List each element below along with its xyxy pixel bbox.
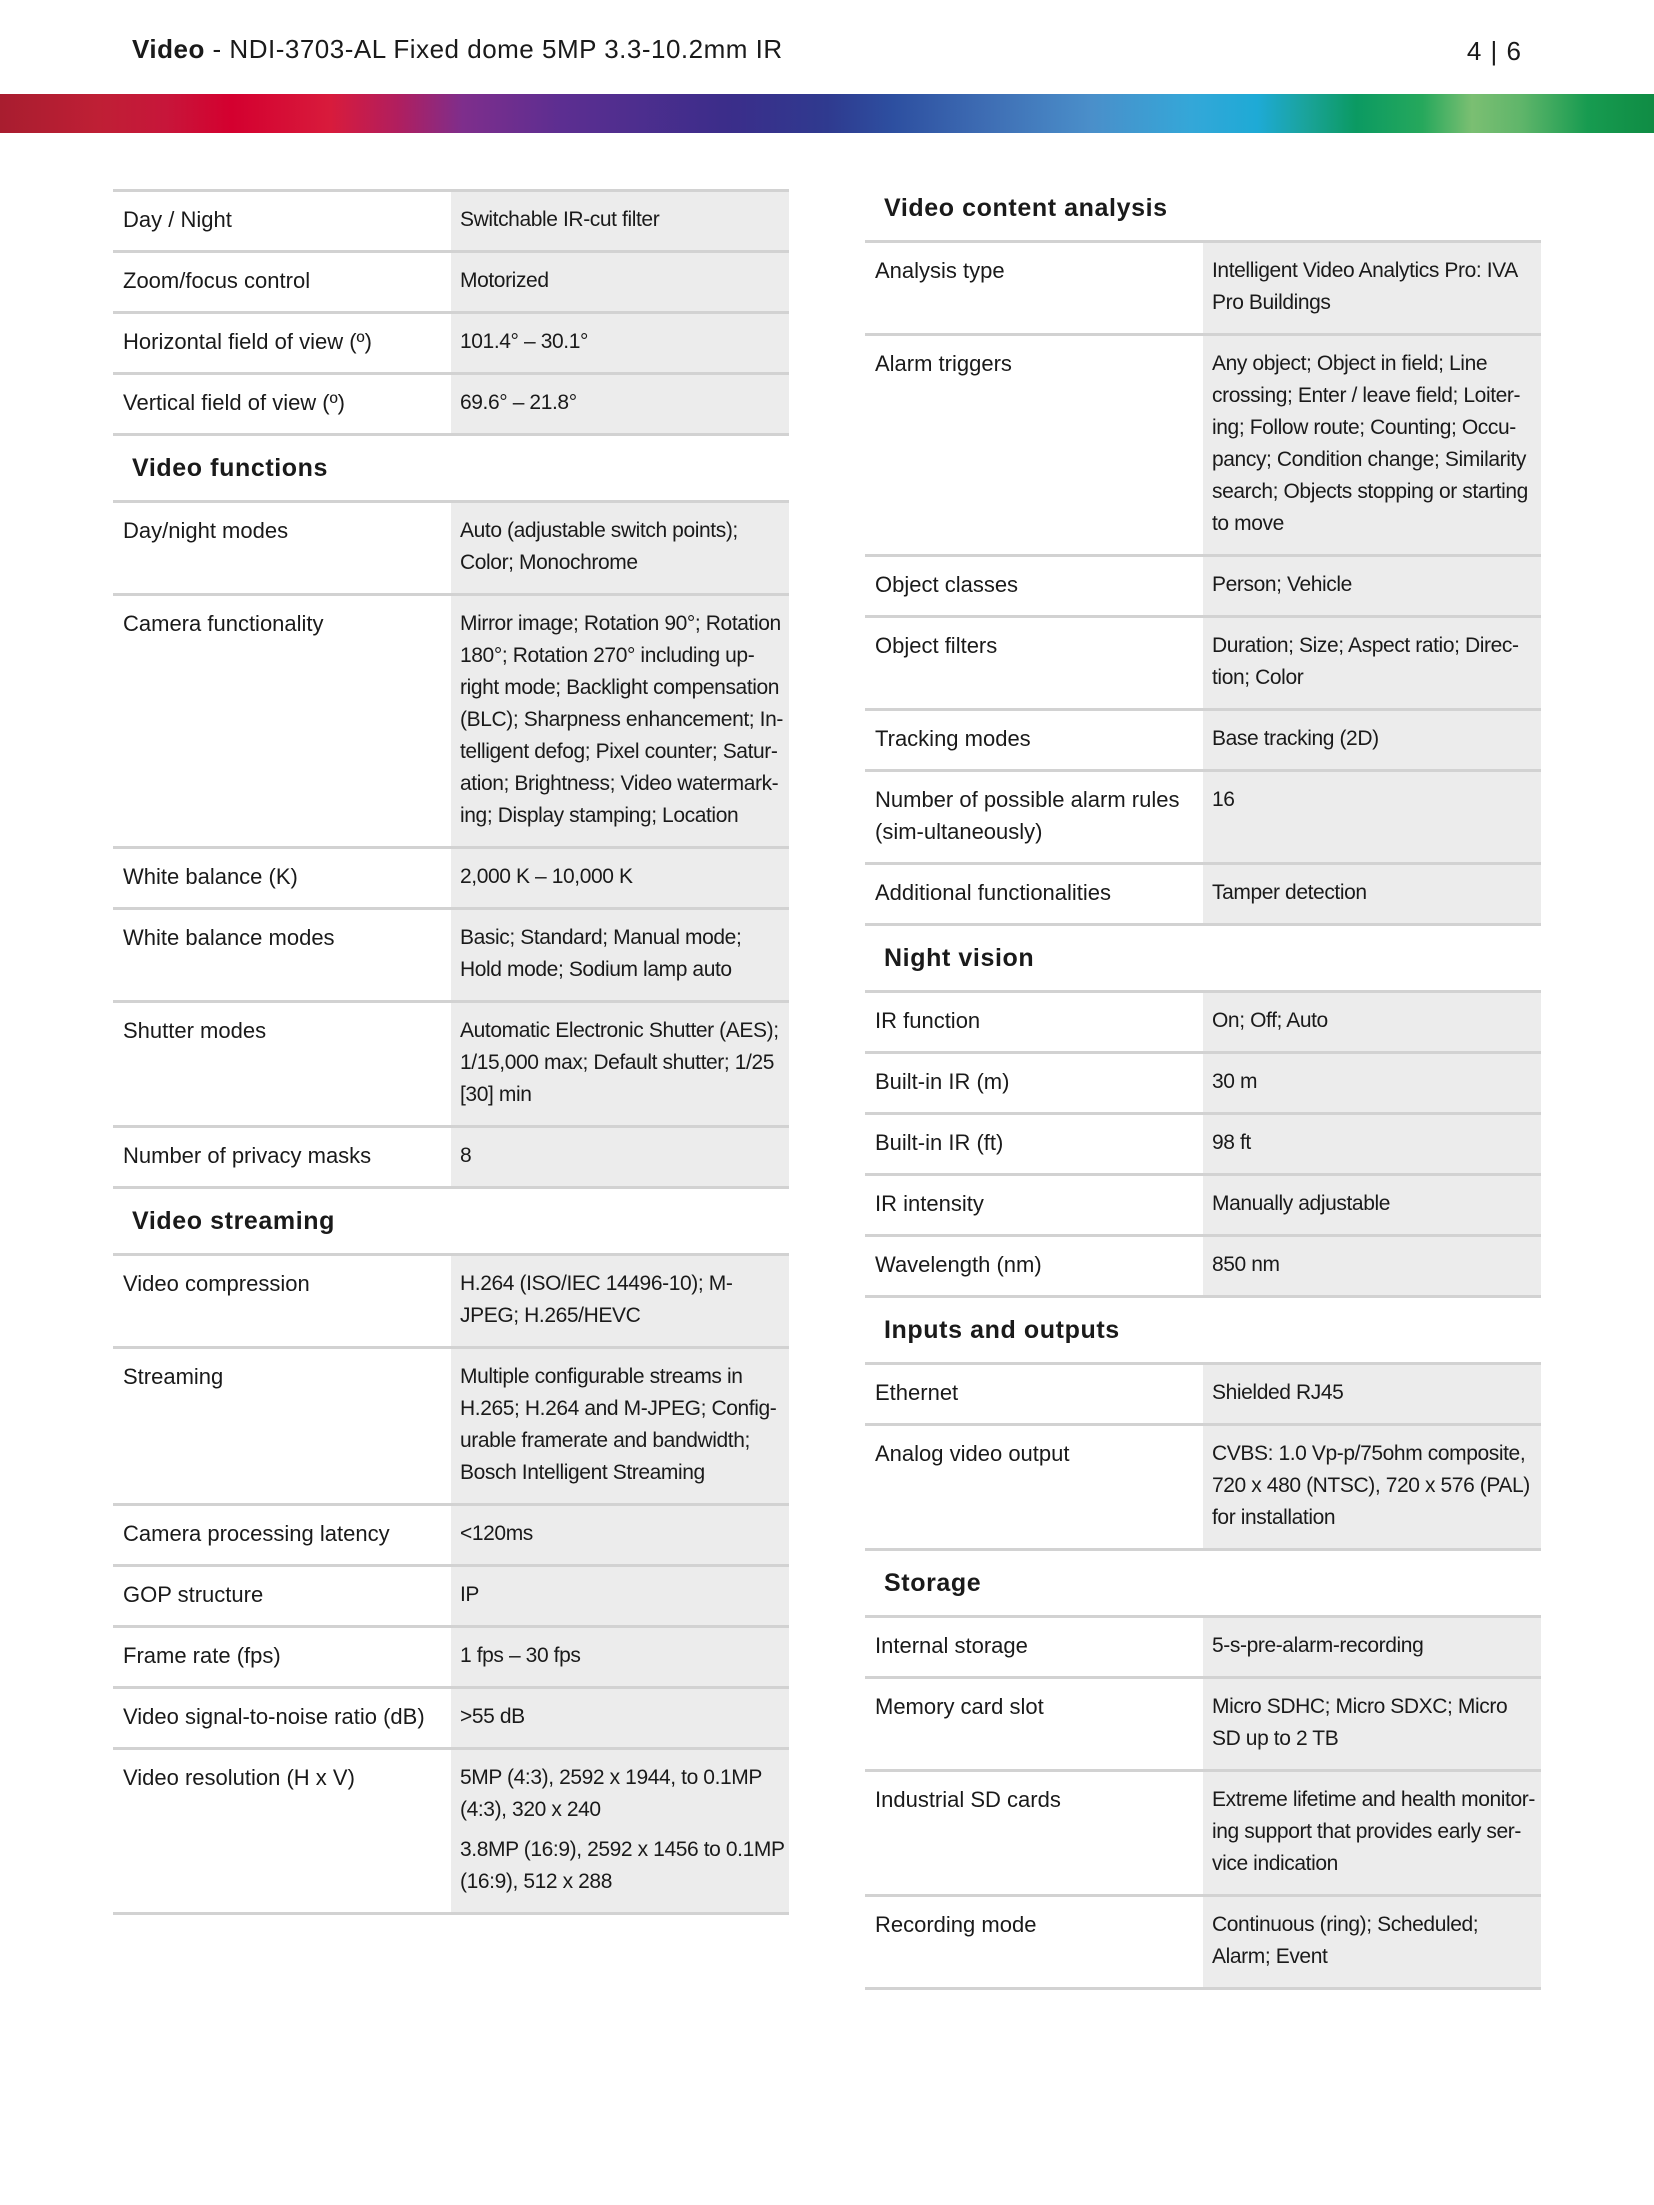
spec-row-frame-rate-fps [113, 1628, 789, 1689]
spec-table [865, 240, 1541, 926]
spec-row-recording-mode [865, 1897, 1541, 1990]
spec-value [1203, 1897, 1541, 1987]
spec-label: Built-in IR (m) [875, 1069, 1010, 1094]
spec-row-streaming [113, 1349, 789, 1506]
spec-value [1203, 1679, 1541, 1769]
spec-row-day-night [113, 192, 789, 253]
spec-table [113, 189, 789, 436]
spec-row-object-classes [865, 557, 1541, 618]
document-title-category: Video [132, 34, 205, 64]
spec-value-text: Mirror image; Rotation 90°; Rotation 180°; Rotation 270° including up-right mode; Backlight compensation (BLC); Sharpness enhancement; In-telligent defog; Pixel counter; Satur-ation; Brightness; Video watermark-ing; Display stamping; Location [460, 612, 783, 827]
spec-value [451, 503, 789, 593]
spec-label: Camera processing latency [123, 1521, 390, 1546]
spec-value-text: Motorized [460, 269, 549, 292]
spec-value [1203, 1115, 1541, 1173]
spec-value-text: 850 nm [1212, 1253, 1280, 1276]
spec-value-text: Duration; Size; Aspect ratio; Direc-tion; Color [1212, 634, 1519, 689]
spec-label: IR intensity [875, 1191, 984, 1216]
spec-label: Alarm triggers [875, 351, 1012, 376]
spec-value [1203, 557, 1541, 615]
spec-label: Frame rate (fps) [123, 1643, 281, 1668]
spec-value-text: Extreme lifetime and health monitor-ing support that provides early ser-vice indication [1212, 1788, 1535, 1875]
spec-value [1203, 865, 1541, 923]
spec-value-text: On; Off; Auto [1212, 1009, 1328, 1032]
spec-label: Wavelength (nm) [875, 1252, 1042, 1277]
brand-color-band [0, 94, 1654, 133]
spec-row-white-balance-modes [113, 910, 789, 1003]
spec-label: Number of possible alarm rules (sim-ultaneously) [875, 787, 1180, 844]
spec-label: Ethernet [875, 1380, 959, 1405]
spec-value [451, 849, 789, 907]
document-title-product: - NDI-3703-AL Fixed dome 5MP 3.3-10.2mm IR [204, 34, 783, 64]
page-header [132, 34, 1522, 74]
spec-value-text: H.264 (ISO/IEC 14496-10); M-JPEG; H.265/HEVC [460, 1272, 733, 1327]
spec-value-text: 98 ft [1212, 1131, 1251, 1154]
spec-value [451, 596, 789, 846]
spec-label: Internal storage [875, 1633, 1028, 1658]
spec-value-text: Person; Vehicle [1212, 573, 1352, 596]
spec-label: Video resolution (H x V) [123, 1765, 355, 1790]
spec-table [865, 990, 1541, 1298]
spec-value [451, 1689, 789, 1747]
spec-value-text: Base tracking (2D) [1212, 727, 1379, 750]
spec-value-text: Automatic Electronic Shutter (AES); 1/15,000 max; Default shutter; 1/25 [30] min [460, 1019, 779, 1106]
spec-value [451, 1628, 789, 1686]
section-title-inputs-and-outputs: Inputs and outputs [884, 1316, 1120, 1344]
spec-row-zoom-focus-control [113, 253, 789, 314]
spec-value [1203, 1237, 1541, 1295]
spec-row-vertical-field-of-view [113, 375, 789, 436]
spec-value [1203, 1618, 1541, 1676]
spec-value [1203, 243, 1541, 333]
spec-label: Industrial SD cards [875, 1787, 1061, 1812]
spec-value-text: Intelligent Video Analytics Pro: IVA Pro Buildings [1212, 259, 1517, 314]
spec-label: IR function [875, 1008, 981, 1033]
spec-value [1203, 1772, 1541, 1894]
spec-value [451, 192, 789, 250]
spec-label: Horizontal field of view (º) [123, 329, 372, 354]
spec-value [1203, 1176, 1541, 1234]
spec-row-built-in-ir-ft [865, 1115, 1541, 1176]
spec-value-text: 5-s-pre-alarm-recording [1212, 1634, 1424, 1657]
spec-row-built-in-ir-m [865, 1054, 1541, 1115]
spec-value-text: 5MP (4:3), 2592 x 1944, to 0.1MP (4:3), 320 x 240 [460, 1766, 762, 1821]
spec-label: Memory card slot [875, 1694, 1044, 1719]
spec-label: Additional functionalities [875, 880, 1112, 905]
spec-row-memory-card-slot [865, 1679, 1541, 1772]
spec-value [1203, 772, 1541, 862]
spec-value-text: <120ms [460, 1522, 533, 1545]
spec-label: Analog video output [875, 1441, 1070, 1466]
spec-value-text: Continuous (ring); Scheduled; Alarm; Event [1212, 1913, 1479, 1968]
spec-value-text: 2,000 K – 10,000 K [460, 865, 633, 888]
spec-value-text: 16 [1212, 788, 1235, 811]
section-title-video-content-analysis: Video content analysis [884, 194, 1168, 222]
spec-value [451, 1506, 789, 1564]
spec-value-text: Shielded RJ45 [1212, 1381, 1344, 1404]
spec-value [1203, 1054, 1541, 1112]
spec-value-text: Any object; Object in field; Line crossing; Enter / leave field; Loiter-ing; Follow route; Counting; Occu-pancy; Condition change; Similarity search; Objects stopping or starting to move [1212, 352, 1528, 535]
spec-row-video-compression [113, 1256, 789, 1349]
spec-value [451, 910, 789, 1000]
spec-label: Video compression [123, 1271, 310, 1296]
spec-label: Object filters [875, 633, 998, 658]
spec-value [451, 253, 789, 311]
spec-row-ethernet [865, 1365, 1541, 1426]
page-number: 4 | 6 [1466, 36, 1522, 66]
spec-value-text: Tamper detection [1212, 881, 1367, 904]
spec-value [451, 1256, 789, 1346]
spec-label: Number of privacy masks [123, 1143, 372, 1168]
spec-label: Day / Night [123, 207, 232, 232]
spec-row-industrial-sd-cards [865, 1772, 1541, 1897]
section-title-night-vision: Night vision [884, 944, 1035, 972]
spec-value [451, 1003, 789, 1125]
spec-label: Recording mode [875, 1912, 1037, 1937]
spec-value [1203, 1365, 1541, 1423]
spec-label: GOP structure [123, 1582, 264, 1607]
spec-value [451, 375, 789, 433]
spec-row-internal-storage [865, 1618, 1541, 1679]
spec-value [451, 1750, 789, 1912]
spec-row-white-balance-k [113, 849, 789, 910]
spec-row-day-night-modes [113, 503, 789, 596]
spec-row-video-resolution-h-x-v [113, 1750, 789, 1915]
spec-row-gop-structure [113, 1567, 789, 1628]
spec-label: Video signal-to-noise ratio (dB) [123, 1704, 425, 1729]
spec-value [451, 314, 789, 372]
spec-row-tracking-modes [865, 711, 1541, 772]
spec-label: Camera functionality [123, 611, 324, 636]
spec-value [1203, 1426, 1541, 1548]
spec-row-object-filters [865, 618, 1541, 711]
spec-value-text: Micro SDHC; Micro SDXC; Micro SD up to 2 TB [1212, 1695, 1508, 1750]
spec-label: Vertical field of view (º) [123, 390, 345, 415]
spec-value-text: Manually adjustable [1212, 1192, 1391, 1215]
spec-row-analysis-type [865, 243, 1541, 336]
spec-value [1203, 993, 1541, 1051]
spec-label: Analysis type [875, 258, 1005, 283]
spec-value [1203, 336, 1541, 554]
spec-value-text: CVBS: 1.0 Vp-p/75ohm composite, 720 x 480 (NTSC), 720 x 576 (PAL) for installation [1212, 1442, 1530, 1529]
spec-table [865, 1615, 1541, 1990]
spec-row-camera-functionality [113, 596, 789, 849]
spec-label: White balance modes [123, 925, 335, 950]
section-title-video-streaming: Video streaming [132, 1207, 336, 1235]
spec-row-additional-functionalities [865, 865, 1541, 926]
spec-value [451, 1128, 789, 1186]
spec-label: Built-in IR (ft) [875, 1130, 1004, 1155]
spec-value-text: 1 fps – 30 fps [460, 1644, 581, 1667]
section-title-video-functions: Video functions [132, 454, 329, 482]
spec-row-alarm-triggers [865, 336, 1541, 557]
spec-value-text: 101.4° – 30.1° [460, 330, 588, 353]
spec-row-ir-intensity [865, 1176, 1541, 1237]
document-title [132, 34, 783, 65]
spec-row-ir-function [865, 993, 1541, 1054]
spec-row-number-of-privacy-masks [113, 1128, 789, 1189]
spec-label: Day/night modes [123, 518, 289, 543]
spec-table [113, 500, 789, 1189]
spec-row-camera-processing-latency [113, 1506, 789, 1567]
spec-row-video-signal-to-noise-ratio-db [113, 1689, 789, 1750]
spec-table [113, 1253, 789, 1915]
spec-label: Zoom/focus control [123, 268, 311, 293]
left-spec-column [113, 189, 789, 1915]
spec-row-wavelength-nm [865, 1237, 1541, 1298]
spec-label: White balance (K) [123, 864, 298, 889]
spec-value [451, 1567, 789, 1625]
spec-value-text: 8 [460, 1144, 472, 1167]
spec-value-text: 3.8MP (16:9), 2592 x 1456 to 0.1MP (16:9), 512 x 288 [460, 1838, 785, 1893]
section-title-storage: Storage [884, 1569, 982, 1597]
right-spec-column [865, 176, 1541, 1990]
spec-label: Streaming [123, 1364, 224, 1389]
spec-value [1203, 711, 1541, 769]
spec-row-analog-video-output [865, 1426, 1541, 1551]
spec-value-text: 69.6° – 21.8° [460, 391, 577, 414]
spec-value-text: IP [460, 1583, 480, 1606]
spec-value-text: >55 dB [460, 1705, 525, 1728]
spec-label: Tracking modes [875, 726, 1031, 751]
spec-value-text: 30 m [1212, 1070, 1258, 1093]
spec-value-text: Auto (adjustable switch points); Color; Monochrome [460, 519, 738, 574]
spec-value-text: Switchable IR-cut filter [460, 208, 660, 231]
spec-value [1203, 618, 1541, 708]
spec-row-horizontal-field-of-view [113, 314, 789, 375]
spec-label: Shutter modes [123, 1018, 267, 1043]
spec-row-shutter-modes [113, 1003, 789, 1128]
spec-label: Object classes [875, 572, 1019, 597]
spec-value-text: Multiple configurable streams in H.265; H.264 and M-JPEG; Config-urable framerate and bandwidth; Bosch Intelligent Streaming [460, 1365, 777, 1484]
spec-table [865, 1362, 1541, 1551]
spec-value [451, 1349, 789, 1503]
spec-value-text: Basic; Standard; Manual mode; Hold mode; Sodium lamp auto [460, 926, 742, 981]
spec-row-number-of-possible-alarm-rules-sim-ultaneously [865, 772, 1541, 865]
